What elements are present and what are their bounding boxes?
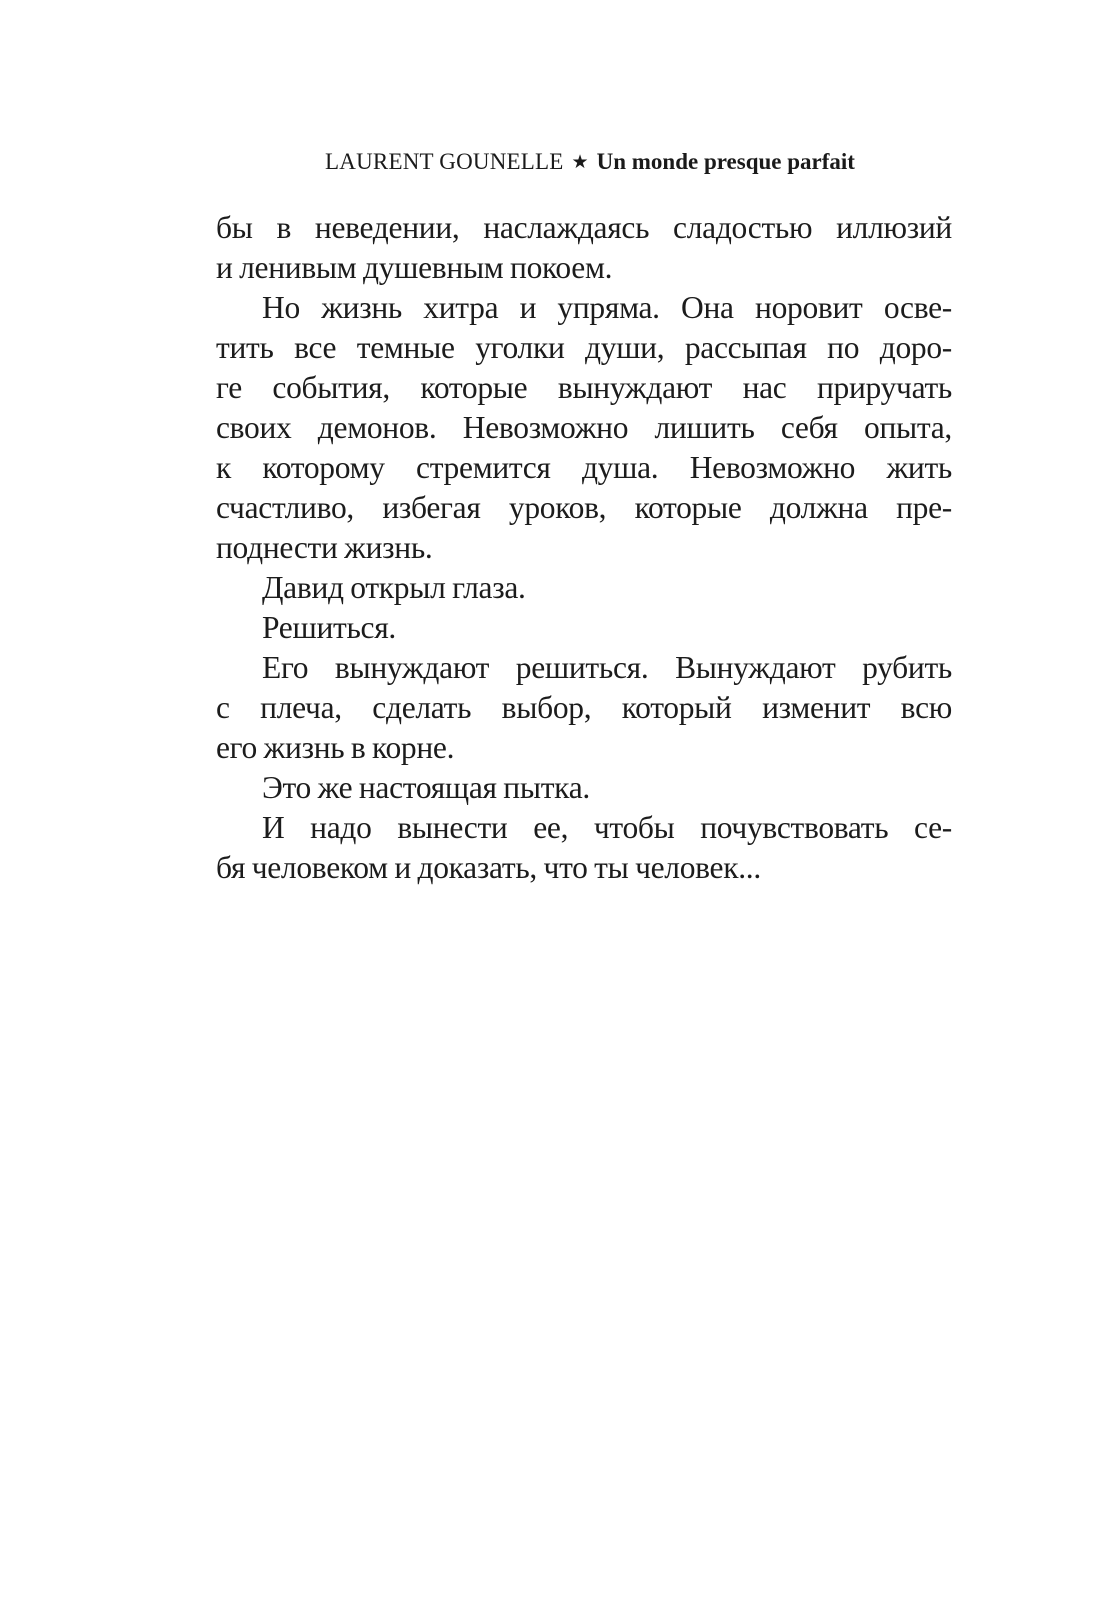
text-line: И надо вынести ее, чтобы почувствовать се- [262,810,952,845]
text-line: Это же настоящая пытка. [262,770,590,805]
text-line: своих демонов. Невозможно лишить себя опыта, [216,410,952,445]
running-header [280,147,900,179]
text-line: с плеча, сделать выбор, который изменит всю [216,690,952,725]
text-line: счастливо, избегая уроков, которые должна пре- [216,490,952,525]
text-line: бя человеком и доказать, что ты человек... [216,850,761,885]
text-line: тить все темные уголки души, рассыпая по доро- [216,330,952,365]
text-line: Но жизнь хитра и упряма. Она норовит осве- [262,290,952,325]
text-line: бы в неведении, наслаждаясь сладостью иллюзий [216,210,952,245]
text-line: Его вынуждают решиться. Вынуждают рубить [262,650,952,685]
text-line: Решиться. [262,610,396,645]
text-line: и ленивым душевным покоем. [216,250,613,285]
body-text [216,208,952,888]
text-line: его жизнь в корне. [216,730,455,765]
header-author: LAURENT GOUNELLE [325,149,564,174]
header-book-title: Un monde presque parfait [596,149,855,174]
star-icon: ★ [571,152,589,173]
text-line: поднести жизнь. [216,530,433,565]
text-line: ге события, которые вынуждают нас приручать [216,370,952,405]
text-line: Давид открыл глаза. [262,570,526,605]
text-line: к которому стремится душа. Невозможно жить [216,450,952,485]
